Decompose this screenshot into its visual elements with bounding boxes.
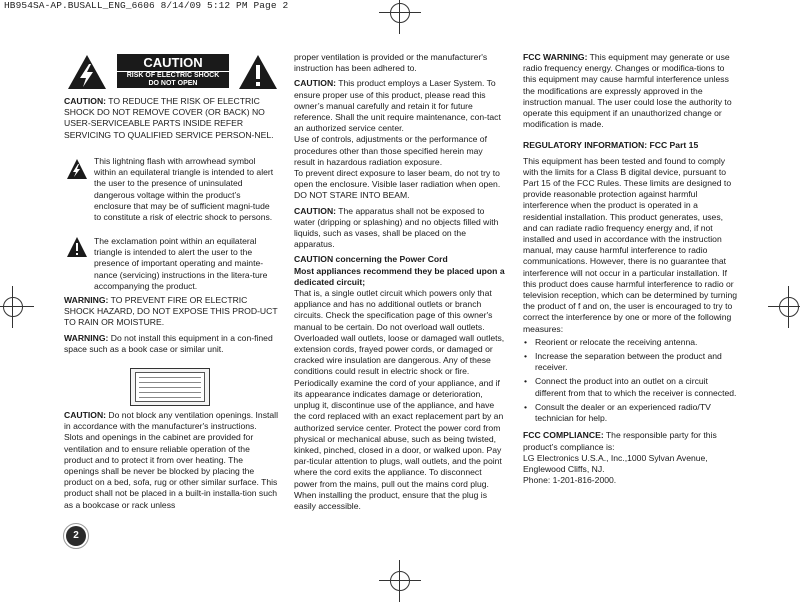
address-line-1: LG Electronics U.S.A., Inc.,1000 Sylvan Avenue, <box>523 452 708 463</box>
list-item: • Connect the product into an outlet on a circuit different from that to which the receiver is connected. <box>523 376 737 398</box>
lightning-triangle-icon <box>67 54 107 95</box>
interference-measures-list <box>523 337 737 424</box>
registration-mark-right <box>774 292 800 322</box>
warning-paragraph-1: WARNING: TO PREVENT FIRE OR ELECTRIC SHOCK HAZARD, DO NOT EXPOSE THIS PROD-UCT TO RAIN OR MOISTURE. <box>64 295 278 328</box>
page-number-badge: 2 <box>66 526 86 546</box>
exclamation-triangle-icon <box>238 54 278 95</box>
list-item: • Increase the separation between the product and receiver. <box>523 351 737 373</box>
ventilation-continued: proper ventilation is provided or the manufacturer's instruction has been adhered to. <box>294 52 488 74</box>
power-cord-paragraph: That is, a single outlet circuit which powers only that appliance and has no additional outlets or branch circuits. Check the specification page of this owner's manual to be certain. Do not overload wall outlets. Overloaded wall outlets, loose or damaged wall outlets, extension cords, frayed power cords, or damaged or cracked wire insulation are dangerous. Any of these conditions could result in electric shock or fire. Periodically examine the cord of your appliance, and if its appearance indicates damage or deterioration, unplug it, discontinue use of the appliance, and have the cord replaced with an exact replacement part by an authorized service center. Protect the power cord from physical or mechanical abuse, such as being twisted, kinked, pinched, closed in a door, or walked upon. Pay par-ticular attention to plugs, wall outlets, and the point where the cord exits the appliance. To disconnect power from the mains, pull out the mains cord plug. When installing the product, ensure that the plug is easily accessible. <box>294 288 505 511</box>
fcc-compliance-paragraph: FCC COMPLIANCE: The responsible party for this product’s compliance is: <box>523 430 717 452</box>
right-column <box>523 52 737 490</box>
laser-caution-paragraph: CAUTION: This product employs a Laser System. To ensure proper use of this product, please read this owner’s manual carefully and retain it for future reference. Shall the unit require maintenance, con-tact an authorized service center. <box>294 78 501 134</box>
registration-mark-top <box>385 0 415 28</box>
power-cord-subheading: Most appliances recommend they be placed upon a dedicated circuit; <box>294 265 505 287</box>
header-slug: HB954SA-AP.BUSALL_ENG_6606 8/14/09 5:12 PM Page 2 <box>4 0 289 11</box>
small-lightning-icon <box>66 158 88 185</box>
caution-label-title: CAUTION <box>117 55 229 72</box>
address-line-2: Englewood Cliffs, NJ. <box>523 463 605 474</box>
caution-ventilation-paragraph: CAUTION: Do not block any ventilation openings. Install in accordance with the manufacturer's instructions. <box>64 410 278 432</box>
laser-product-label-image <box>130 368 210 406</box>
regulatory-heading: REGULATORY INFORMATION: FCC Part 15 <box>523 140 699 151</box>
caution-paragraph-1: CAUTION: TO REDUCE THE RISK OF ELECTRIC SHOCK DO NOT REMOVE COVER (OR BACK) NO USER-SERVICEABLE PARTS INSIDE REFER SERVICING TO QUALIFIED SERVICE PERSON-NEL. <box>64 96 274 140</box>
regulatory-paragraph: This equipment has been tested and found to comply with the limits for a Class B digital device, pursuant to Part 15 of the FCC Rules. These limits are designed to provide reasonable protection against harmful interference when the product is operated in a residential installation. This product generates, uses, and can radiate radio frequency energy and, if not installed and used in accordance with the instruction manual, may cause harmful interference to radio communications. However, there is no guarantee that interference will not occur in a particular installation. If this product does cause harmful interference to radio or television reception, which can be determined by turning the product of f and on, the user is encouraged to try to correct the interference by one or more of the following measures: <box>523 155 738 334</box>
water-caution-paragraph: CAUTION: The apparatus shall not be exposed to water (dripping or splashing) and no objects filled with liquids, such as vases, shall be placed on the apparatus. <box>294 205 499 250</box>
left-column-warnings <box>64 295 278 359</box>
registration-mark-bottom <box>385 566 415 596</box>
caution-label-line1: RISK OF ELECTRIC SHOCK <box>126 72 220 79</box>
caution-label-line2: DO NOT OPEN <box>148 80 198 87</box>
list-item: • Reorient or relocate the receiving antenna. <box>523 337 737 348</box>
exclamation-explanation: The exclamation point within an equilateral triangle is intended to alert the user to the presence of important operating and mainte-nance (servicing) instructions in the litera-ture accompanying the product. <box>94 236 268 291</box>
controls-paragraph: Use of controls, adjustments or the performance of procedures other than those specified herein may result in hazardous radiation exposure. <box>294 134 487 167</box>
caution-label <box>117 54 229 88</box>
lightning-explanation: This lightning flash with arrowhead symbol within an equilateral triangle is intended to alert the user to the presence of uninsulated dangerous voltage within the product’s enclosure that may be of sufficient magni-tude to constitute a risk of electric shock to persons. <box>94 156 274 223</box>
small-exclamation-icon <box>66 236 88 263</box>
beam-paragraph: To prevent direct exposure to laser beam, do not try to open the enclosure. Visible laser radiation when open. DO NOT STARE INTO BEAM. <box>294 168 501 201</box>
slots-paragraph: Slots and openings in the cabinet are provided for ventilation and to ensure reliable operation of the product and to protect it from over heating. The openings shall be never be blocked by placing the product on a bed, sofa, rug or other similar surface. This product shall not be placed in a built-in installa-tion such as a bookcase or rack unless <box>64 432 278 510</box>
fcc-warning-paragraph: FCC WARNING: This equipment may generate or use radio frequency energy. Changes or modifica-tions to this equipment may cause harmful interference unless the modifications are expressly approved in the instruction manual. The user could lose the authority to operate this equipment if an unauthorized change or modification is made. <box>523 52 732 130</box>
phone-line: Phone: 1-201-816-2000. <box>523 475 617 486</box>
warning-paragraph-2: WARNING: Do not install this equipment in a con-fined space such as a book case or similar unit. <box>64 332 273 354</box>
middle-column <box>294 52 506 516</box>
power-cord-heading: CAUTION concerning the Power Cord <box>294 254 448 265</box>
left-column <box>64 96 278 145</box>
left-column-lower <box>64 410 278 515</box>
list-item: • Consult the dealer or an experienced radio/TV technician for help. <box>523 402 737 424</box>
registration-mark-left <box>0 292 28 322</box>
